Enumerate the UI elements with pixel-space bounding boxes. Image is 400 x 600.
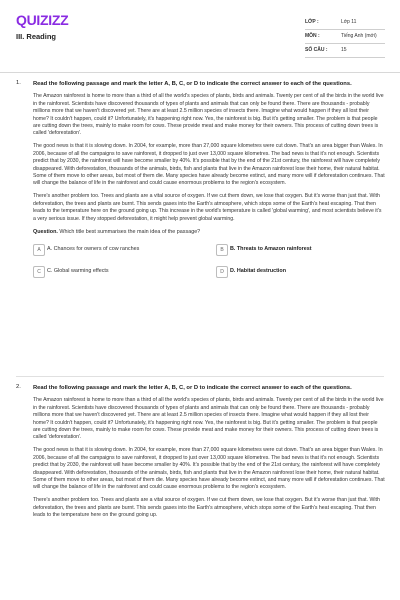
question-number: 1. [16,80,21,86]
option-text: C. Global warming effects [47,268,109,275]
option-letter-box: B [216,244,228,256]
passage-paragraph: There's another problem too. Trees and plants are a vital source of oxygen. If we cut them down, we lose that oxygen. But it's worse than just that. With deforestation, the trees and plants are burnt. This sends gases into the Earth's atmosphere, which stops some of the Earth's heat escaping. That then leads to the temperature here on the ground going up. [33,497,380,519]
option-text: B. Threats to Amazon rainforest [230,246,312,253]
question-text: Which title best summarises the main idea of the passage? [59,228,201,235]
question-prompt [33,229,385,236]
option-letter-box: D [216,266,228,278]
option-text: D. Habitat destruction [230,268,287,275]
meta-label: MÔN : [305,33,320,39]
worksheet-header [0,0,400,64]
question-instruction: Read the following passage and mark the letter A, B, C, or D to indicate the correct answer to each of the questions. [33,385,352,391]
question-body [33,384,385,525]
option-letter-box: C [33,266,45,278]
meta-value: Tiếng Anh (mới) [341,33,377,39]
meta-row-subject [305,30,385,44]
meta-row-count [305,44,385,58]
question-divider [16,376,384,377]
answer-options [33,244,385,280]
meta-label: LỚP : [305,19,319,25]
worksheet-meta [305,16,385,58]
passage-paragraph: The Amazon rainforest is home to more than a third of all the world's species of plants, birds and animals. Twenty per cent of all the birds in the world live in the rainforest. Scientists have discovered thousands of types of plants and animals that can only be found there. There are thousands - probably millions more that we haven't discovered yet. There are at least 2.5 million species of insects there. Imagine what would happen if they all lost their home? It couldn't happen, could it? Unfortunately, it's happening right now. Yes, the rainforest is big. But it's getting smaller. The problem is that people are cutting down the trees, mainly to make room for cows. These provide meat and make money for their owners. This process of cutting down trees is called 'deforestation'. [33,397,384,441]
question-instruction: Read the following passage and mark the letter A, B, C, or D to indicate the correct answer to each of the questions. [33,81,352,87]
option-letter-box: A [33,244,45,256]
passage-paragraph: The good news is that it is slowing down. In 2004, for example, more than 27,000 square kilometres were cut down. That's an area bigger than Wales. In 2006, because of all the campaigns to save rainforest, it dropped to just over 13,000 square kilometres. The bad news is that it's not enough. Scientists predict that by 2030, the rainforest will have become smaller by 40%. It's possible that by the end of the 21st century, the rainforest will have completely disappeared. With deforestation, thousands of the animals, birds, fish and plants that live in the Amazon rainforest lose their home, their natural habitat. Some of them move to other areas, but most of them die. Many species have already become extinct, and many more will if deforestation continues. That will change the balance of life in the rainforest and could cause enormous problems to the region's ecosystem. [33,143,385,187]
option-b[interactable] [216,244,391,256]
option-text: A. Chances for owners of cow ranches [47,246,140,253]
passage-paragraph: The Amazon rainforest is home to more than a third of all the world's species of plants, birds and animals. Twenty per cent of all the birds in the world live in the rainforest. Scientists have discovered thousands of types of plants and animals that can only be found there. There are thousands - probably millions more that we haven't discovered yet. There are at least 2.5 million species of insects there. Imagine what would happen if they all lost their home? It couldn't happen, could it? Unfortunately, it's happening right now. Yes, the rainforest is big. But it's getting smaller. The problem is that people are cutting down the trees, mainly to make room for cows. These provide meat and make money for their owners. This process of cutting down trees is called 'deforestation'. [33,93,384,137]
quizizz-logo: QUIZIZZ [16,12,69,28]
option-d[interactable] [216,266,391,278]
section-title: III. Reading [16,32,57,41]
question-body [33,80,385,280]
meta-label: SỐ CÂU : [305,47,328,53]
header-divider [0,72,400,73]
question-number: 2. [16,384,21,390]
question-label: Question. [33,228,58,235]
meta-value: Lớp 11 [341,19,357,25]
option-a[interactable] [33,244,208,256]
meta-value: 15 [341,47,347,53]
meta-row-class [305,16,385,30]
passage-paragraph: The good news is that it is slowing down. In 2004, for example, more than 27,000 square kilometres were cut down. That's an area bigger than Wales. In 2006, because of all the campaigns to save rainforest, it dropped to just over 13,000 square kilometres. The bad news is that it's not enough. Scientists predict that by 2030, the rainforest will have become smaller by 40%. It's possible that by the end of the 21st century, the rainforest will have completely disappeared. With deforestation, thousands of the animals, birds, fish and plants that live in the Amazon rainforest lose their home, their natural habitat. Some of them move to other areas, but most of them die. Many species have already become extinct, and many more will if deforestation continues. That will change the balance of life in the rainforest and could cause enormous problems to the region's ecosystem. [33,447,385,491]
passage-paragraph: There's another problem too. Trees and plants are a vital source of oxygen. If we cut them down, we lose that oxygen. But it's worse than just that. With deforestation, the trees and plants are burnt. This sends gases into the Earth's atmosphere, which stops some of the Earth's heat escaping. That then leads to the temperature here on the ground going up. This increase in the world's temperature is called 'global warming', and most scientists believe it's a very serious issue. If they stopped deforestation, it might help prevent global warming. [33,193,382,222]
option-c[interactable] [33,266,208,278]
